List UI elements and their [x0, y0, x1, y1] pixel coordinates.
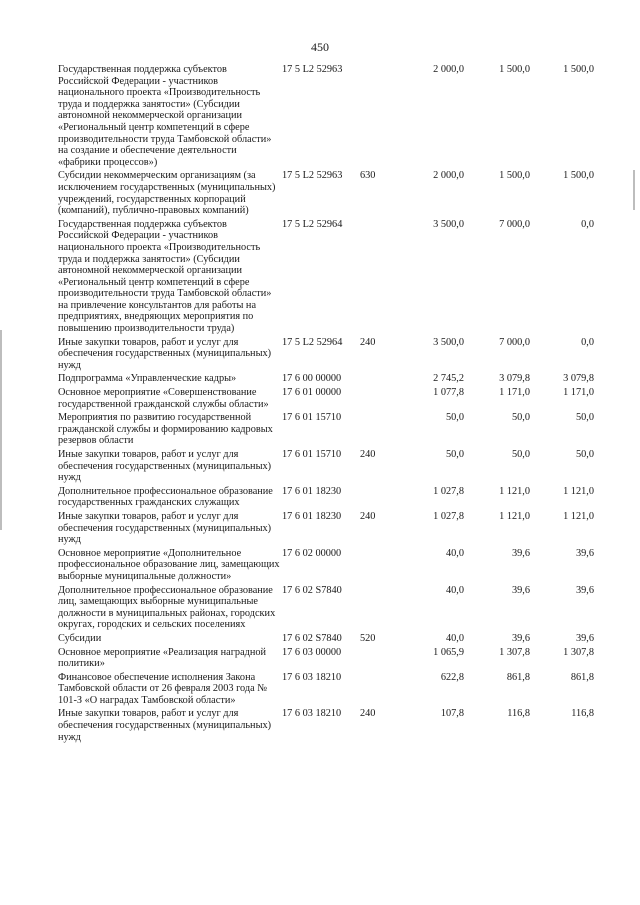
row-value-year1: 2 000,0: [433, 170, 464, 182]
scan-edge-mark: [633, 170, 635, 210]
row-code: 17 6 00 00000: [282, 373, 342, 385]
row-value-year3: 861,8: [570, 671, 594, 683]
row-value-year2: 1 500,0: [499, 170, 530, 182]
row-value-year2: 50,0: [511, 449, 530, 460]
row-code: 17 6 02 00000: [282, 547, 342, 559]
table-row: [58, 647, 598, 670]
table-row: [58, 633, 598, 645]
row-value-year3: 39,6: [575, 547, 594, 559]
row-name: Подпрограмма «Управленческие кадры»: [58, 373, 237, 385]
row-value-year3: 1 500,0: [563, 64, 594, 75]
row-value-year2: 1 500,0: [499, 64, 530, 75]
row-value-year1: 3 500,0: [433, 218, 464, 230]
row-value-year1: 40,0: [445, 547, 464, 559]
row-value-year1: 107,8: [440, 708, 464, 720]
row-name: Иные закупки товаров, работ и услуг для обеспечения государственных (муниципальных) нужд: [58, 336, 272, 371]
row-code: 17 6 01 18230: [282, 510, 342, 522]
table-row: [58, 708, 598, 743]
row-name: Основное мероприятие «Реализация наградной политики»: [58, 646, 267, 670]
row-value-year1: 2 000,0: [433, 64, 464, 75]
table-row: [58, 170, 598, 216]
row-value-year1: 1 077,8: [433, 387, 464, 399]
row-name: Дополнительное профессиональное образование государственных гражданских служащих: [58, 485, 273, 509]
row-value-year3: 1 307,8: [563, 646, 594, 658]
row-value-year1: 2 745,2: [433, 373, 464, 385]
row-value-year2: 861,8: [506, 671, 530, 683]
row-name: Иные закупки товаров, работ и услуг для обеспечения государственных (муниципальных) нужд: [58, 708, 272, 743]
table-row: [58, 511, 598, 546]
row-value-year2: 1 121,0: [499, 510, 530, 522]
row-code: 17 6 03 18210: [282, 708, 342, 720]
row-expense-type: 240: [360, 708, 376, 720]
row-value-year2: 116,8: [507, 708, 530, 720]
row-code: 17 6 03 18210: [282, 671, 342, 683]
row-expense-type: 240: [360, 449, 376, 460]
row-value-year1: 622,8: [440, 671, 464, 683]
row-name: Мероприятия по развитию государственной гражданской службы и формированию кадровых резервов области: [58, 412, 273, 447]
row-name: Субсидии: [58, 632, 102, 644]
row-name: Субсидии некоммерческим организациям (за исключением государственных (муниципальных) учреждений, государственных корпораций (компаний), публично-правовых компаний): [58, 170, 276, 217]
table-row: [58, 548, 598, 583]
row-value-year3: 116,8: [571, 708, 594, 720]
table-row: [58, 412, 598, 447]
table-row: [58, 219, 598, 335]
row-value-year2: 50,0: [511, 412, 530, 424]
row-value-year2: 7 000,0: [499, 218, 530, 230]
row-value-year3: 39,6: [575, 584, 594, 596]
row-code: 17 6 01 15710: [282, 412, 342, 424]
row-name: Иные закупки товаров, работ и услуг для обеспечения государственных (муниципальных) нужд: [58, 449, 272, 484]
row-value-year2: 39,6: [511, 584, 530, 596]
budget-table: [58, 64, 598, 745]
row-value-year2: 39,6: [511, 547, 530, 559]
row-name: Основное мероприятие «Совершенствование государственной гражданской службы области»: [58, 387, 269, 410]
row-value-year3: 39,6: [575, 632, 594, 644]
row-name: Дополнительное профессиональное образование лиц, замещающих выборные муниципальные должности в муниципальных районах, городских округах, городских и сельских поселениях: [58, 584, 276, 631]
row-name: Основное мероприятие «Дополнительное профессиональное образование лиц, замещающих выборные муниципальные должности»: [58, 547, 280, 582]
row-value-year3: 50,0: [575, 449, 594, 460]
row-expense-type: 520: [360, 632, 376, 644]
row-code: 17 5 L2 52963: [282, 170, 343, 182]
row-value-year1: 50,0: [445, 412, 464, 424]
page-number: 450: [311, 40, 329, 54]
row-code: 17 5 L2 52964: [282, 336, 343, 348]
row-value-year2: 39,6: [511, 632, 530, 644]
row-value-year2: 1 121,0: [499, 485, 530, 497]
row-expense-type: 240: [360, 336, 376, 348]
table-row: [58, 387, 598, 410]
row-code: 17 6 02 S7840: [282, 584, 342, 596]
row-code: 17 5 L2 52964: [282, 218, 343, 230]
row-value-year3: 1 171,0: [563, 387, 594, 399]
row-value-year1: 40,0: [445, 584, 464, 596]
table-row: [58, 337, 598, 372]
row-expense-type: 240: [360, 510, 376, 522]
row-value-year3: 1 121,0: [563, 510, 594, 522]
row-value-year3: 1 121,0: [563, 485, 594, 497]
row-value-year3: 0,0: [581, 336, 594, 348]
row-code: 17 6 01 15710: [282, 449, 342, 460]
row-code: 17 6 01 00000: [282, 387, 342, 399]
scan-edge-mark: [0, 330, 2, 530]
row-value-year1: 50,0: [445, 449, 464, 460]
row-name: Государственная поддержка субъектов Российской Федерации - участников национального проекта «Производительность труда и поддержка занятости» (Субсидии автономной некоммерческой организации «Региональный центр компетенций в сфере производительности труда Тамбовской области» на создание и обеспечение деятельности «фабрики процессов»): [58, 64, 272, 168]
row-code: 17 6 02 S7840: [282, 632, 342, 644]
table-row: [58, 64, 598, 168]
table-row: [58, 373, 598, 385]
row-value-year1: 1 065,9: [433, 646, 464, 658]
row-value-year2: 7 000,0: [499, 336, 530, 348]
row-code: 17 5 L2 52963: [282, 64, 343, 75]
row-name: Иные закупки товаров, работ и услуг для обеспечения государственных (муниципальных) нужд: [58, 510, 272, 546]
row-value-year2: 1 307,8: [499, 646, 530, 658]
row-value-year1: 3 500,0: [433, 336, 464, 348]
row-value-year3: 3 079,8: [563, 373, 594, 385]
row-name: Государственная поддержка субъектов Российской Федерации - участников национального проекта «Производительность труда и поддержка занятости» (Субсидии автономной некоммерческой организации «Региональный центр компетенций в сфере производительности труда Тамбовской области» на привлечение консультантов для работы на предприятиях, внедряющих мероприятия по повышению производительности труда): [58, 218, 272, 335]
row-value-year1: 1 027,8: [433, 485, 464, 497]
row-name: Финансовое обеспечение исполнения Закона Тамбовской области от 26 февраля 2003 года № 101-З «О наградах Тамбовской области»: [58, 671, 268, 706]
row-value-year2: 3 079,8: [499, 373, 530, 385]
row-value-year2: 1 171,0: [499, 387, 530, 399]
row-value-year3: 0,0: [581, 218, 594, 230]
row-value-year1: 40,0: [445, 632, 464, 644]
table-row: [58, 672, 598, 707]
table-row: [58, 449, 598, 484]
row-value-year1: 1 027,8: [433, 510, 464, 522]
row-code: 17 6 03 00000: [282, 646, 342, 658]
table-row: [58, 585, 598, 631]
row-value-year3: 50,0: [575, 412, 594, 424]
row-expense-type: 630: [360, 170, 376, 182]
table-row: [58, 486, 598, 509]
row-value-year3: 1 500,0: [563, 170, 594, 182]
row-code: 17 6 01 18230: [282, 485, 342, 497]
